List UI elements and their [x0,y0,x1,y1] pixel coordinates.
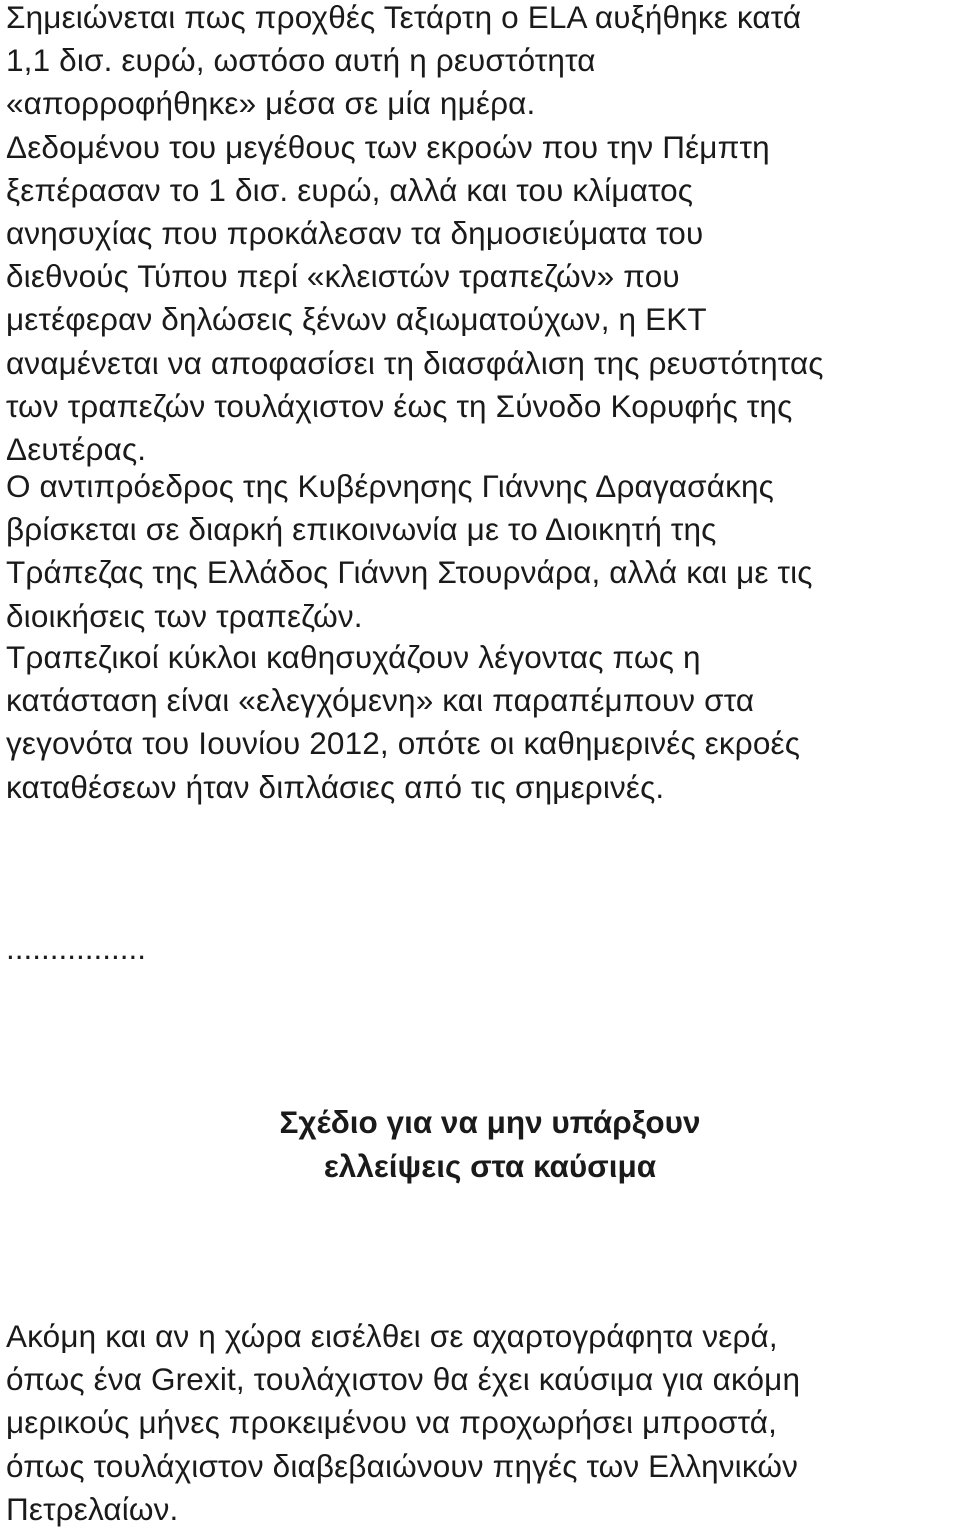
text-line: κατάσταση είναι «ελεγχόμενη» και παραπέμπουν στα [6,682,755,719]
text-line: Πετρελαίων. [6,1490,179,1527]
heading-line: ελλείψεις στα καύσιμα [323,1148,657,1184]
text-line: των τραπεζών τουλάχιστον έως τη Σύνοδο Κορυφής της [6,387,793,424]
section-heading [6,1100,960,1188]
text-line: μετέφεραν δηλώσεις ξένων αξιωματούχων, η ΕΚΤ [6,301,707,338]
text-line: όπως τουλάχιστον διαβεβαιώνουν πηγές των Ελληνικών [6,1447,798,1484]
text-line: γεγονότα του Ιουνίου 2012, οπότε οι καθημερινές εκροές [6,725,801,762]
section-separator: ................ [6,930,147,966]
text-line: Τραπεζικοί κύκλοι καθησυχάζουν λέγοντας πως η [6,639,701,675]
text-line: αναμένεται να αποφασίσει τη διασφάλιση της ρευστότητας [6,344,824,381]
text-line: καταθέσεων ήταν διπλάσιες από τις σημερινές. [6,768,665,805]
text-line: Δευτέρας. [6,431,147,468]
heading-line: Σχέδιο για να μην υπάρξουν [279,1104,701,1140]
text-line: Ο αντιπρόεδρος της Κυβέρνησης Γιάννης Δραγασάκης [6,468,774,504]
text-line: μερικούς μήνες προκειμένου να προχωρήσει μπροστά, [6,1404,778,1441]
paragraph-ela-liquidity [6,0,824,471]
text-line: διοικήσεις των τραπεζών. [6,597,363,634]
paragraph-banking-circles [6,636,800,809]
paragraph-fuel-supply [6,1315,800,1531]
text-line: βρίσκεται σε διαρκή επικοινωνία με το Διοικητή της [6,511,717,548]
text-line: «απορροφήθηκε» μέσα σε μία ημέρα. [6,85,536,122]
text-line: Ακόμη και αν η χώρα εισέλθει σε αχαρτογράφητα νερά, [6,1318,778,1354]
text-line: ξεπέρασαν το 1 δισ. ευρώ, αλλά και του κλίματος [6,171,694,208]
text-line: Σημειώνεται πως προχθές Τετάρτη ο ELA αυξήθηκε κατά [6,0,802,35]
paragraph-deputy-pm [6,465,813,638]
text-line: Δεδομένου του μεγέθους των εκροών που την Πέμπτη [6,128,770,165]
text-line: 1,1 δισ. ευρώ, ωστόσο αυτή η ρευστότητα [6,42,596,79]
text-line: όπως ένα Grexit, τουλάχιστον θα έχει καύσιμα για ακόμη [6,1361,801,1398]
text-line: ανησυχίας που προκάλεσαν τα δημοσιεύματα του [6,215,704,252]
text-line: διεθνούς Τύπου περί «κλειστών τραπεζών» που [6,258,680,295]
text-line: Τράπεζας της Ελλάδος Γιάννη Στουρνάρα, αλλά και με τις [6,554,813,591]
